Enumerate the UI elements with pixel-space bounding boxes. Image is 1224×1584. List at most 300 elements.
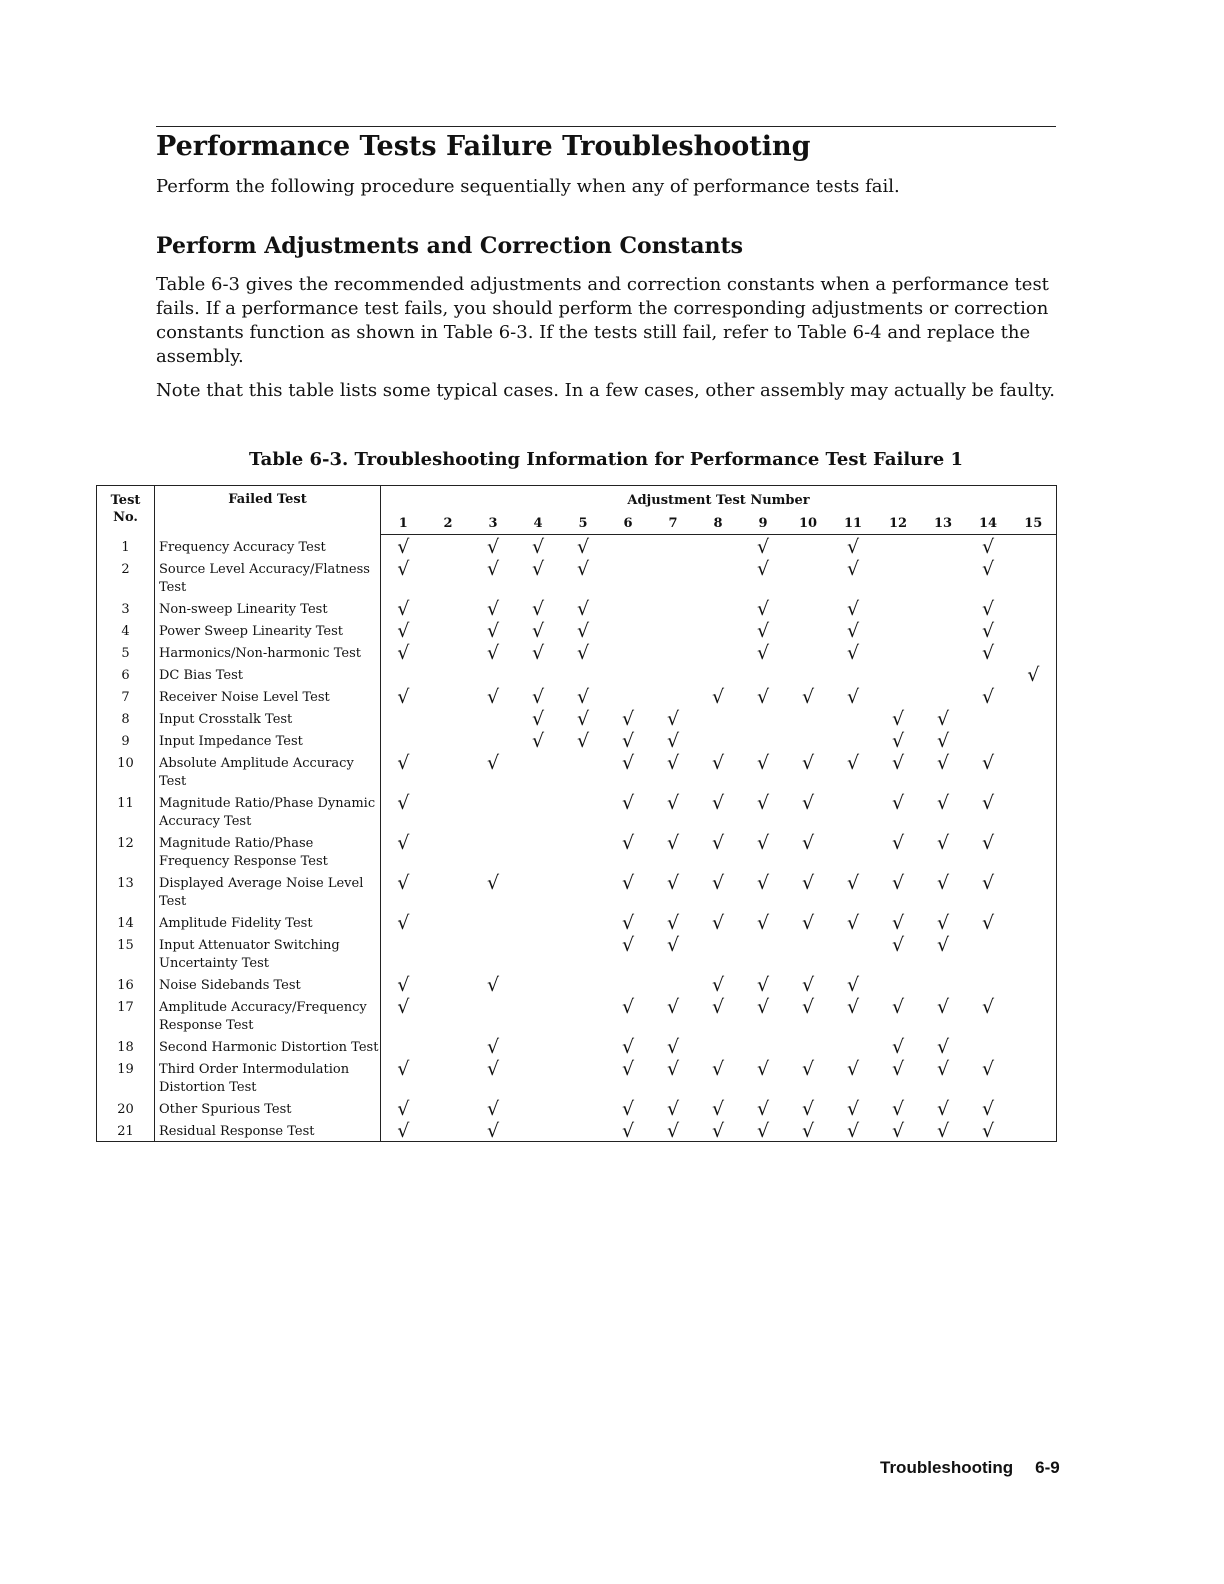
checkmark-icon: √ (397, 872, 410, 894)
checkmark-icon: √ (801, 1098, 815, 1120)
checkmark-icon: √ (846, 598, 860, 620)
checkmark-icon: √ (756, 620, 770, 642)
empty-cell (921, 685, 966, 707)
checkmark-icon: √ (486, 620, 500, 642)
table-row (97, 597, 1057, 619)
checkmark-icon: √ (711, 974, 725, 996)
empty-cell (696, 619, 741, 641)
test-number-cell: 8 (97, 707, 155, 729)
empty-cell (786, 729, 831, 751)
checkmark-icon: √ (981, 872, 995, 894)
checkmark-icon: √ (846, 974, 860, 996)
table-row (97, 911, 1057, 933)
test-number-cell: 15 (97, 933, 155, 973)
adjustment-number-header: 15 (1011, 512, 1057, 535)
checkmark-icon: √ (981, 558, 995, 580)
body-paragraph-2: Note that this table lists some typical cases. In a few cases, other assembly may actually be faulty. (156, 380, 1055, 401)
checkmark-icon: √ (756, 536, 770, 558)
empty-cell (921, 663, 966, 685)
page-title: Performance Tests Failure Troubleshooting (156, 131, 811, 162)
failed-test-cell: Magnitude Ratio/Phase Frequency Response Test (155, 831, 381, 871)
empty-cell (516, 1035, 561, 1057)
checkmark-icon: √ (397, 974, 410, 996)
checkmark-icon: √ (711, 1120, 725, 1142)
failed-test-cell: Third Order Intermodulation Distortion Test (155, 1057, 381, 1097)
table-body (97, 535, 1057, 1142)
checkmark-icon: √ (981, 912, 995, 934)
checkmark-icon: √ (756, 974, 770, 996)
empty-cell (786, 619, 831, 641)
checkmark-icon: √ (801, 872, 815, 894)
checkmark-icon: √ (666, 730, 680, 752)
empty-cell (876, 597, 921, 619)
empty-cell (426, 1035, 471, 1057)
empty-cell (696, 557, 741, 597)
table-row (97, 1097, 1057, 1119)
checkmark-icon: √ (711, 996, 725, 1018)
checkmark-icon: √ (621, 730, 635, 752)
troubleshooting-table (96, 485, 1057, 1142)
adjustment-number-header: 1 (381, 512, 426, 535)
checkmark-icon: √ (531, 536, 545, 558)
checkmark-icon: √ (397, 996, 410, 1018)
checkmark-icon: √ (666, 792, 680, 814)
checkmark-icon: √ (936, 1058, 950, 1080)
empty-cell (1011, 831, 1057, 871)
checkmark-icon: √ (666, 752, 680, 774)
empty-cell (561, 831, 606, 871)
failed-test-cell: Input Crosstalk Test (155, 707, 381, 729)
empty-cell (561, 871, 606, 911)
empty-cell (516, 831, 561, 871)
empty-cell (696, 535, 741, 558)
empty-cell (786, 557, 831, 597)
checkmark-icon: √ (936, 792, 950, 814)
empty-cell (426, 995, 471, 1035)
empty-cell (516, 1097, 561, 1119)
empty-cell (606, 663, 651, 685)
empty-cell (786, 663, 831, 685)
test-number-cell: 13 (97, 871, 155, 911)
checkmark-icon: √ (711, 912, 725, 934)
checkmark-icon: √ (531, 730, 545, 752)
checkmark-icon: √ (397, 558, 410, 580)
empty-cell (516, 871, 561, 911)
checkmark-icon: √ (981, 536, 995, 558)
checkmark-icon: √ (531, 642, 545, 664)
checkmark-icon: √ (397, 620, 410, 642)
checkmark-icon: √ (756, 1120, 770, 1142)
empty-cell (741, 933, 786, 973)
checkmark-icon: √ (801, 912, 815, 934)
checkmark-icon: √ (576, 642, 590, 664)
empty-cell (516, 791, 561, 831)
test-number-cell: 16 (97, 973, 155, 995)
checkmark-icon: √ (846, 686, 860, 708)
checkmark-icon: √ (981, 1098, 995, 1120)
checkmark-icon: √ (666, 708, 680, 730)
empty-cell (831, 663, 876, 685)
checkmark-icon: √ (891, 1098, 905, 1120)
adjustment-number-header: 4 (516, 512, 561, 535)
empty-cell (1011, 685, 1057, 707)
checkmark-icon: √ (666, 1120, 680, 1142)
checkmark-icon: √ (981, 752, 995, 774)
empty-cell (516, 911, 561, 933)
empty-cell (876, 641, 921, 663)
test-number-cell: 14 (97, 911, 155, 933)
table-row (97, 791, 1057, 831)
empty-cell (696, 1035, 741, 1057)
empty-cell (1011, 619, 1057, 641)
checkmark-icon: √ (756, 1058, 770, 1080)
checkmark-icon: √ (936, 832, 950, 854)
empty-cell (921, 641, 966, 663)
empty-cell (381, 729, 426, 751)
checkmark-icon: √ (486, 598, 500, 620)
empty-cell (1011, 1097, 1057, 1119)
checkmark-icon: √ (936, 752, 950, 774)
empty-cell (516, 995, 561, 1035)
empty-cell (1011, 557, 1057, 597)
empty-cell (471, 663, 516, 685)
empty-cell (786, 707, 831, 729)
checkmark-icon: √ (486, 872, 500, 894)
checkmark-icon: √ (936, 708, 950, 730)
checkmark-icon: √ (486, 1120, 500, 1142)
checkmark-icon: √ (801, 996, 815, 1018)
empty-cell (426, 685, 471, 707)
failed-test-cell: Amplitude Fidelity Test (155, 911, 381, 933)
checkmark-icon: √ (711, 752, 725, 774)
empty-cell (471, 729, 516, 751)
table-row (97, 685, 1057, 707)
checkmark-icon: √ (846, 1120, 860, 1142)
empty-cell (471, 707, 516, 729)
checkmark-icon: √ (397, 642, 410, 664)
empty-cell (651, 685, 696, 707)
empty-cell (966, 729, 1011, 751)
checkmark-icon: √ (801, 686, 815, 708)
empty-cell (1011, 791, 1057, 831)
failed-test-cell: Source Level Accuracy/Flatness Test (155, 557, 381, 597)
failed-test-cell: Input Attenuator Switching Uncertainty Test (155, 933, 381, 973)
checkmark-icon: √ (531, 558, 545, 580)
test-number-cell: 4 (97, 619, 155, 641)
checkmark-icon: √ (711, 792, 725, 814)
checkmark-icon: √ (397, 832, 410, 854)
checkmark-icon: √ (936, 730, 950, 752)
checkmark-icon: √ (756, 558, 770, 580)
empty-cell (1011, 973, 1057, 995)
failed-test-cell: Harmonics/Non-harmonic Test (155, 641, 381, 663)
empty-cell (1011, 1057, 1057, 1097)
checkmark-icon: √ (936, 934, 950, 956)
checkmark-icon: √ (981, 832, 995, 854)
checkmark-icon: √ (846, 752, 860, 774)
empty-cell (831, 729, 876, 751)
empty-cell (651, 597, 696, 619)
checkmark-icon: √ (711, 1098, 725, 1120)
checkmark-icon: √ (801, 1120, 815, 1142)
empty-cell (1011, 1035, 1057, 1057)
table-row (97, 663, 1057, 685)
checkmark-icon: √ (486, 686, 500, 708)
checkmark-icon: √ (846, 536, 860, 558)
checkmark-icon: √ (397, 686, 410, 708)
failed-test-cell: Non-sweep Linearity Test (155, 597, 381, 619)
empty-cell (1011, 535, 1057, 558)
empty-cell (786, 597, 831, 619)
checkmark-icon: √ (936, 1098, 950, 1120)
empty-cell (561, 995, 606, 1035)
failed-test-header: Failed Test (155, 486, 381, 535)
checkmark-icon: √ (397, 598, 410, 620)
failed-test-cell: Second Harmonic Distortion Test (155, 1035, 381, 1057)
checkmark-icon: √ (801, 974, 815, 996)
page-footer (880, 1458, 1060, 1478)
checkmark-icon: √ (666, 996, 680, 1018)
table-row (97, 707, 1057, 729)
checkmark-icon: √ (486, 1036, 500, 1058)
empty-cell (651, 535, 696, 558)
adjustment-number-header: 3 (471, 512, 516, 535)
section-heading: Perform Adjustments and Correction Constants (156, 233, 744, 259)
empty-cell (426, 871, 471, 911)
empty-cell (471, 831, 516, 871)
adjustment-number-header: 11 (831, 512, 876, 535)
test-number-cell: 2 (97, 557, 155, 597)
empty-cell (876, 973, 921, 995)
empty-cell (741, 729, 786, 751)
checkmark-icon: √ (846, 872, 860, 894)
checkmark-icon: √ (486, 974, 500, 996)
failed-test-cell: Input Impedance Test (155, 729, 381, 751)
checkmark-icon: √ (531, 620, 545, 642)
table-row (97, 1119, 1057, 1142)
empty-cell (696, 729, 741, 751)
adjustment-number-header: 9 (741, 512, 786, 535)
empty-cell (651, 557, 696, 597)
empty-cell (426, 973, 471, 995)
empty-cell (561, 973, 606, 995)
checkmark-icon: √ (936, 872, 950, 894)
empty-cell (831, 831, 876, 871)
checkmark-icon: √ (891, 872, 905, 894)
empty-cell (471, 911, 516, 933)
checkmark-icon: √ (621, 1058, 635, 1080)
adjustment-number-header: 14 (966, 512, 1011, 535)
empty-cell (426, 557, 471, 597)
empty-cell (921, 973, 966, 995)
empty-cell (471, 995, 516, 1035)
table-row (97, 871, 1057, 911)
test-number-cell: 9 (97, 729, 155, 751)
empty-cell (966, 933, 1011, 973)
empty-cell (516, 973, 561, 995)
checkmark-icon: √ (756, 832, 770, 854)
checkmark-icon: √ (711, 872, 725, 894)
empty-cell (516, 1119, 561, 1142)
checkmark-icon: √ (756, 912, 770, 934)
empty-cell (426, 1097, 471, 1119)
failed-test-cell: Residual Response Test (155, 1119, 381, 1142)
empty-cell (876, 663, 921, 685)
empty-cell (831, 1035, 876, 1057)
table-row (97, 557, 1057, 597)
checkmark-icon: √ (981, 1120, 995, 1142)
checkmark-icon: √ (846, 912, 860, 934)
checkmark-icon: √ (936, 1036, 950, 1058)
test-number-cell: 17 (97, 995, 155, 1035)
failed-test-cell: Other Spurious Test (155, 1097, 381, 1119)
checkmark-icon: √ (486, 1098, 500, 1120)
checkmark-icon: √ (936, 912, 950, 934)
checkmark-icon: √ (531, 686, 545, 708)
empty-cell (696, 663, 741, 685)
checkmark-icon: √ (711, 686, 725, 708)
failed-test-cell: Magnitude Ratio/Phase Dynamic Accuracy Test (155, 791, 381, 831)
empty-cell (426, 663, 471, 685)
checkmark-icon: √ (846, 558, 860, 580)
empty-cell (426, 619, 471, 641)
checkmark-icon: √ (621, 934, 635, 956)
test-number-cell: 11 (97, 791, 155, 831)
empty-cell (426, 1057, 471, 1097)
empty-cell (426, 751, 471, 791)
test-number-cell: 7 (97, 685, 155, 707)
checkmark-icon: √ (801, 792, 815, 814)
empty-cell (606, 597, 651, 619)
empty-cell (606, 535, 651, 558)
checkmark-icon: √ (576, 536, 590, 558)
empty-cell (426, 707, 471, 729)
checkmark-icon: √ (756, 1098, 770, 1120)
checkmark-icon: √ (486, 558, 500, 580)
checkmark-icon: √ (397, 1098, 410, 1120)
checkmark-icon: √ (397, 1120, 410, 1142)
checkmark-icon: √ (711, 1058, 725, 1080)
empty-cell (1011, 933, 1057, 973)
checkmark-icon: √ (981, 1058, 995, 1080)
checkmark-icon: √ (981, 620, 995, 642)
failed-test-cell: DC Bias Test (155, 663, 381, 685)
table-row (97, 1057, 1057, 1097)
empty-cell (696, 933, 741, 973)
body-paragraph-1: Table 6-3 gives the recommended adjustments and correction constants when a performance test fails. If a performance test fails, you should perform the corresponding adjustments or correction constants function as shown in Table 6-3. If the tests still fail, refer to Table 6-4 and replace the assembly. (156, 274, 1049, 367)
adjustment-number-header: 12 (876, 512, 921, 535)
empty-cell (561, 1057, 606, 1097)
empty-cell (651, 973, 696, 995)
empty-cell (786, 535, 831, 558)
checkmark-icon: √ (846, 996, 860, 1018)
checkmark-icon: √ (891, 934, 905, 956)
empty-cell (1011, 729, 1057, 751)
checkmark-icon: √ (576, 730, 590, 752)
empty-cell (786, 1035, 831, 1057)
checkmark-icon: √ (576, 708, 590, 730)
table-row (97, 933, 1057, 973)
table-row (97, 751, 1057, 791)
empty-cell (561, 751, 606, 791)
checkmark-icon: √ (621, 708, 635, 730)
empty-cell (426, 1119, 471, 1142)
checkmark-icon: √ (756, 872, 770, 894)
adjustment-number-header: 8 (696, 512, 741, 535)
failed-test-cell: Displayed Average Noise Level Test (155, 871, 381, 911)
test-number-cell: 18 (97, 1035, 155, 1057)
checkmark-icon: √ (846, 1058, 860, 1080)
empty-cell (651, 641, 696, 663)
test-number-cell: 10 (97, 751, 155, 791)
checkmark-icon: √ (486, 752, 500, 774)
empty-cell (921, 597, 966, 619)
empty-cell (696, 641, 741, 663)
empty-cell (426, 641, 471, 663)
checkmark-icon: √ (756, 686, 770, 708)
failed-test-cell: Absolute Amplitude Accuracy Test (155, 751, 381, 791)
checkmark-icon: √ (981, 792, 995, 814)
empty-cell (651, 663, 696, 685)
adjustment-number-header: 10 (786, 512, 831, 535)
failed-test-cell: Amplitude Accuracy/Frequency Response Test (155, 995, 381, 1035)
empty-cell (876, 685, 921, 707)
checkmark-icon: √ (621, 872, 635, 894)
empty-cell (651, 619, 696, 641)
checkmark-icon: √ (621, 996, 635, 1018)
empty-cell (606, 685, 651, 707)
empty-cell (426, 831, 471, 871)
checkmark-icon: √ (891, 708, 905, 730)
empty-cell (921, 619, 966, 641)
empty-cell (1011, 641, 1057, 663)
empty-cell (876, 619, 921, 641)
empty-cell (516, 1057, 561, 1097)
empty-cell (1011, 597, 1057, 619)
test-number-cell: 6 (97, 663, 155, 685)
checkmark-icon: √ (576, 598, 590, 620)
empty-cell (831, 933, 876, 973)
failed-test-cell: Frequency Accuracy Test (155, 535, 381, 558)
failed-test-cell: Noise Sidebands Test (155, 973, 381, 995)
checkmark-icon: √ (756, 642, 770, 664)
empty-cell (426, 791, 471, 831)
empty-cell (516, 663, 561, 685)
checkmark-icon: √ (397, 912, 410, 934)
empty-cell (1011, 871, 1057, 911)
empty-cell (876, 557, 921, 597)
checkmark-icon: √ (756, 996, 770, 1018)
checkmark-icon: √ (981, 598, 995, 620)
table-row (97, 641, 1057, 663)
checkmark-icon: √ (891, 752, 905, 774)
table-row (97, 619, 1057, 641)
empty-cell (561, 933, 606, 973)
empty-cell (516, 751, 561, 791)
empty-cell (786, 641, 831, 663)
checkmark-icon: √ (397, 792, 410, 814)
checkmark-icon: √ (891, 730, 905, 752)
checkmark-icon: √ (621, 1036, 635, 1058)
table-row (97, 1035, 1057, 1057)
top-rule (156, 126, 1056, 127)
intro-text: Perform the following procedure sequentially when any of performance tests fail. (156, 176, 900, 197)
checkmark-icon: √ (666, 934, 680, 956)
checkmark-icon: √ (621, 752, 635, 774)
empty-cell (561, 1097, 606, 1119)
empty-cell (1011, 707, 1057, 729)
empty-cell (561, 1035, 606, 1057)
